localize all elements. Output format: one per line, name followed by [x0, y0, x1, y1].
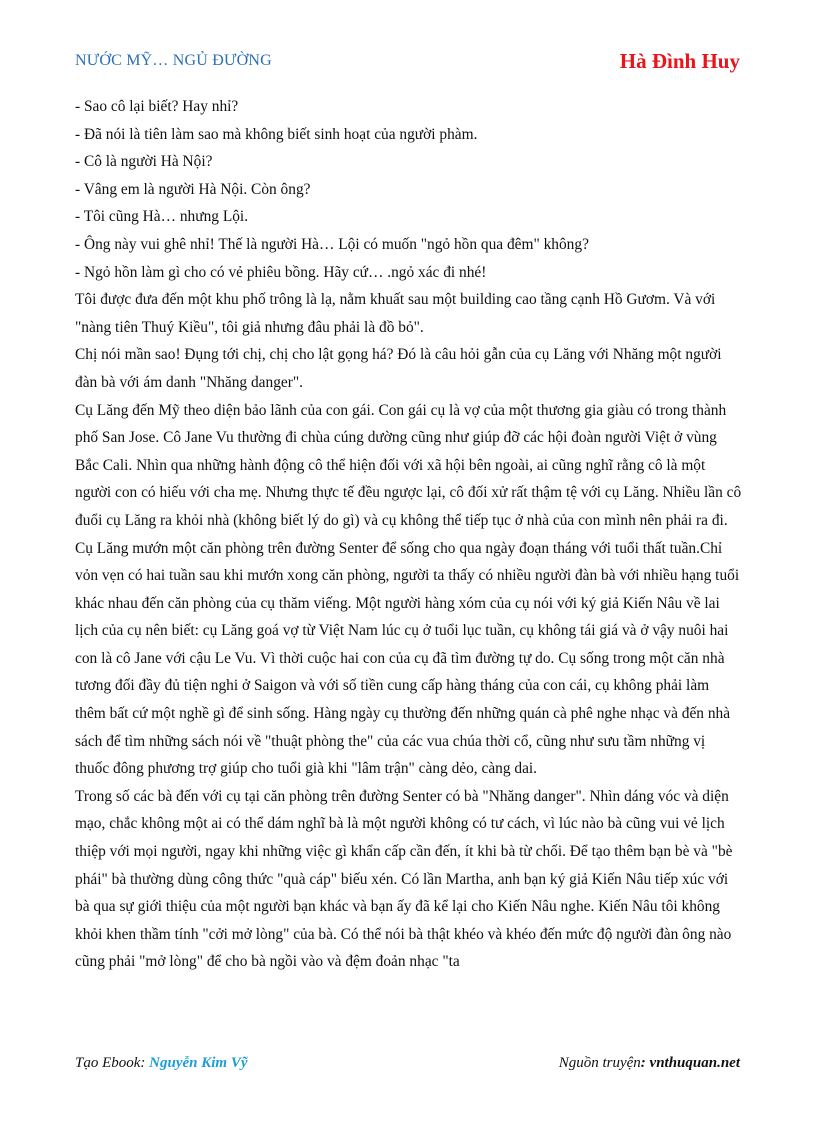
paragraph: Tôi được đưa đến một khu phố trông là lạ, nằm khuất sau một building cao tầng cạnh Hồ Gươm. Và với "nàng tiên Thuý Kiều", tôi giả nhưng đâu phải là đồ bỏ". [75, 291, 716, 336]
paragraph: - Ông này vui ghê nhỉ! Thế là người Hà… Lội có muốn "ngỏ hồn qua đêm" không? [75, 235, 589, 253]
footer-source-sep: : [640, 1055, 650, 1071]
footer-ebook-credit [75, 1055, 248, 1072]
footer-source-label: Nguồn truyện [558, 1055, 641, 1071]
paragraph: Cụ Lăng mướn một căn phòng trên đường Senter để sống cho qua ngày đoạn tháng với tuổi thất tuần.Chỉ vỏn vẹn có hai tuần sau khi mướn xong căn phòng, người ta thấy có nhiều người đàn bà với nhiều hạng tuổi khác nhau đến căn phòng của cụ thăm viếng. Một người hàng xóm của cụ nói với ký giả Kiến Nâu về lai lịch của cụ nên biết: cụ Lăng goá vợ từ Việt Nam lúc cụ ở tuổi lục tuần, cụ không tái giá và ở vậy nuôi hai con là cô Jane với cậu Le Vu. Vì thời cuộc hai con của cụ đã tìm đường tự do. Cụ sống trong một căn nhà tương đối đầy đủ tiện nghi ở Saigon và với số tiền cung cấp hàng tháng của con cái, cụ không phải làm thêm bất cứ một nghề gì để sinh sống. Hàng ngày cụ thường đến những quán cà phê nghe nhạc và đến nhà sách để tìm những sách nói về "thuật phòng the" của các vua chúa thời cổ, cũng như sưu tầm những vị thuốc đông phương trợ giúp cho tuổi già khi "lâm trận" càng dẻo, càng dai. [75, 539, 740, 778]
header-author: Hà Đình Huy [619, 49, 740, 73]
paragraph: Chị nói mần sao! Đụng tới chị, chị cho lật gọng há? Đó là câu hỏi gẫn của cụ Lăng với Nhăng một người đàn bà với ám danh "Nhăng danger". [75, 346, 722, 391]
footer-source-link[interactable]: vnthuquan.net [649, 1055, 740, 1071]
header-title: NƯỚC MỸ… NGỦ ĐƯỜNG [75, 52, 272, 69]
paragraph: Trong số các bà đến với cụ tại căn phòng trên đường Senter có bà "Nhăng danger". Nhìn dáng vóc và diện mạo, chắc không một ai có thể dám nghĩ bà là một người không có tư cách, vì lúc nào bà cũng vui vẻ lịch thiệp với mọi người, ngay khi những việc gì khẩn cấp cần đến, ít khi bà từ chối. Để tạo thêm bạn bè và "bè phái" bà thường dùng công thức "quà cáp" biếu xén. Có lần Martha, anh bạn ký giả Kiến Nâu tiếp xúc với bà qua sự giới thiệu của một người bạn khác và bạn ấy đã kể lại cho Kiến Nâu nghe. Kiến Nâu tôi không khỏi khen thầm tính "cởi mở lòng" của bà. Có thể nói bà thật khéo và khéo đến mức độ người đàn ông nào cũng phải "mở lòng" để cho bà ngồi vào và đệm đoản nhạc "ta [75, 787, 733, 971]
page-content [75, 93, 743, 976]
footer-ebook-label: Tạo Ebook [75, 1055, 141, 1071]
paragraph: - Sao cô lại biết? Hay nhỉ? [75, 98, 239, 115]
footer-ebook-name: Nguyễn Kim Vỹ [149, 1055, 248, 1071]
paragraph: Cụ Lăng đến Mỹ theo diện bảo lãnh của con gái. Con gái cụ là vợ của một thương gia giàu có trong thành phố San Jose. Cô Jane Vu thường đi chùa cúng dường cũng như giúp đỡ các hội đoàn người Việt ở vùng Bắc Cali. Nhìn qua những hành động cô thể hiện đối với xã hội bên ngoài, ai cũng nghĩ rằng cô là một người con có hiếu với cha mẹ. Nhưng thực tế đều ngược lại, cô đối xử rất thậm tệ với cụ Lăng. Nhiều lần cô đuổi cụ Lăng ra khỏi nhà (không biết lý do gì) và cụ không thể tiếp tục ở nhà của con mình nên phải ra đi. [75, 401, 742, 529]
footer-ebook-sep: : [140, 1055, 150, 1071]
paragraph: - Đã nói là tiên làm sao mà không biết sinh hoạt của người phàm. [75, 125, 478, 143]
footer-source-credit [559, 1055, 740, 1072]
paragraph: - Ngỏ hồn làm gì cho có vẻ phiêu bồng. Hãy cứ… .ngỏ xác đi nhé! [75, 263, 487, 281]
paragraph: - Vâng em là người Hà Nội. Còn ông? [75, 180, 311, 198]
paragraph: - Cô là người Hà Nội? [75, 153, 213, 171]
paragraph: - Tôi cũng Hà… nhưng Lội. [75, 208, 249, 226]
